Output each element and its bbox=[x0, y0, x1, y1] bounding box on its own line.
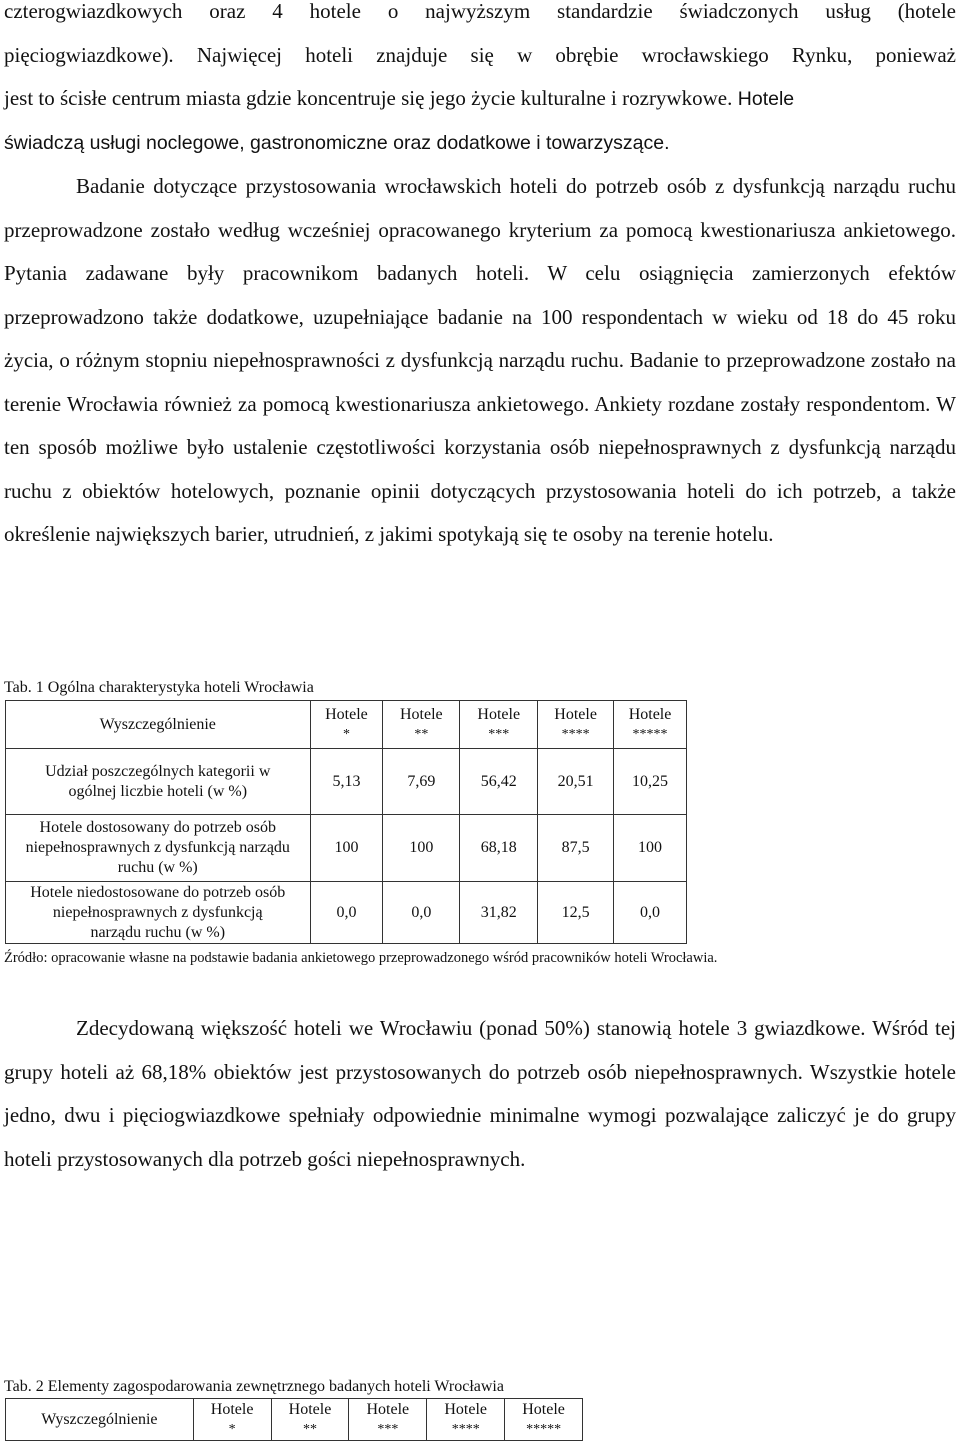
table-2-header-col-5: Hotele ***** bbox=[505, 1399, 583, 1441]
table-2-caption: Tab. 2 Elementy zagospodarowania zewnętrznego badanych hoteli Wrocławia bbox=[4, 1378, 504, 1395]
table-cell: 31,82 bbox=[460, 882, 538, 944]
table-1-header-col-4: Hotele **** bbox=[538, 701, 614, 749]
table-2 bbox=[5, 1398, 583, 1441]
table-1-header-col-2: Hotele ** bbox=[383, 701, 460, 749]
intro-line-4: świadczą usługi noclegowe, gastronomiczne oraz dodatkowe i towarzyszące. bbox=[4, 131, 670, 154]
intro-line-1: czterogwiazdkowych oraz 4 hotele o najwyższym standardzie świadczonych usług (hotele bbox=[4, 0, 956, 23]
table-cell: 20,51 bbox=[538, 749, 614, 815]
table-1-header-first: Wyszczególnienie bbox=[6, 701, 311, 749]
table-cell: 87,5 bbox=[538, 815, 614, 882]
method-paragraph bbox=[4, 165, 956, 557]
table-cell: 100 bbox=[310, 815, 383, 882]
table-cell: 0,0 bbox=[614, 882, 687, 944]
method-paragraph-text: Badanie dotyczące przystosowania wrocławskich hoteli do potrzeb osób z dysfunkcją narządu ruchu przeprowadzone zostało według wcześniej opracowanego kryterium za pomocą kwestionariusza ankietowego. Pytania zadawane były pracownikom badanych hoteli. W celu osiągnięcia zamierzonych efektów przeprowadzono także dodatkowe, uzupełniające badanie na 100 respondentach w wieku od 18 do 45 roku życia, o różnym stopniu niepełnosprawności z dysfunkcją narządu ruchu. Badanie to przeprowadzone zostało na terenie Wrocławia również za pomocą kwestionariusza ankietowego. Ankiety rozdane zostały respondentom. W ten sposób możliwe było ustalenie częstotliwości korzystania osób niepełnosprawnych z dysfunkcją narządu ruchu z obiektów hotelowych, poznanie opinii dotyczących przystosowania hoteli do ich potrzeb, a także określenie największych barier, utrudnień, z jakimi spotykają się te osoby na terenie hotelu. bbox=[4, 174, 956, 546]
table-cell: 5,13 bbox=[310, 749, 383, 815]
intro-paragraph bbox=[4, 0, 956, 165]
conclusion-paragraph bbox=[4, 1007, 956, 1181]
table-2-header-col-3: Hotele *** bbox=[349, 1399, 427, 1441]
table-1-row-2-label: Hotele dostosowany do potrzeb osób niepełnosprawnych z dysfunkcją narządu ruchu (w %) bbox=[6, 815, 311, 882]
table-row bbox=[6, 882, 687, 944]
table-cell: 100 bbox=[383, 815, 460, 882]
table-cell: 56,42 bbox=[460, 749, 538, 815]
table-2-header-first: Wyszczególnienie bbox=[6, 1399, 194, 1441]
table-1-caption: Tab. 1 Ogólna charakterystyka hoteli Wrocławia bbox=[4, 679, 314, 696]
table-cell: 12,5 bbox=[538, 882, 614, 944]
table-1-header-col-1: Hotele * bbox=[310, 701, 383, 749]
table-row bbox=[6, 749, 687, 815]
intro-line-3-sans: Hotele bbox=[732, 88, 795, 110]
table-1 bbox=[5, 700, 687, 944]
table-1-row-3-label: Hotele niedostosowane do potrzeb osób niepełnosprawnych z dysfunkcją narządu ruchu (w %) bbox=[6, 882, 311, 944]
intro-line-2: pięciogwiazdkowe). Najwięcej hoteli znajduje się w obrębie wrocławskiego Rynku, ponieważ bbox=[4, 42, 956, 67]
table-cell: 100 bbox=[614, 815, 687, 882]
intro-line-3 bbox=[4, 77, 956, 122]
intro-line-3-serif: jest to ścisłe centrum miasta gdzie koncentruje się jego życie kulturalne i rozrywkowe. bbox=[4, 86, 733, 110]
conclusion-paragraph-text: Zdecydowaną większość hoteli we Wrocławiu (ponad 50%) stanowią hotele 3 gwiazdkowe. Wśród tej grupy hoteli aż 68,18% obiektów jest przystosowanych do potrzeb osób niepełnosprawnych. Wszystkie hotele jedno, dwu i pięciogwiazdkowe spełniały odpowiednie minimalne wymogi pozwalające zaliczyć je do grupy hoteli przystosowanych dla potrzeb gości niepełnosprawnych. bbox=[4, 1016, 956, 1171]
table-1-header-col-5: Hotele ***** bbox=[614, 701, 687, 749]
table-1-source: Źródło: opracowanie własne na podstawie badania ankietowego przeprowadzonego wśród pracowników hoteli Wrocławia. bbox=[4, 950, 718, 966]
table-2-header-col-2: Hotele ** bbox=[271, 1399, 349, 1441]
table-cell: 10,25 bbox=[614, 749, 687, 815]
table-2-header-col-1: Hotele * bbox=[193, 1399, 271, 1441]
table-2-header-col-4: Hotele **** bbox=[427, 1399, 505, 1441]
table-1-row-1-label: Udział poszczególnych kategorii w ogólnej liczbie hoteli (w %) bbox=[6, 749, 311, 815]
table-cell: 7,69 bbox=[383, 749, 460, 815]
table-2-header-row bbox=[6, 1399, 583, 1441]
table-cell: 68,18 bbox=[460, 815, 538, 882]
table-cell: 0,0 bbox=[383, 882, 460, 944]
table-cell: 0,0 bbox=[310, 882, 383, 944]
table-row bbox=[6, 815, 687, 882]
table-1-header-row bbox=[6, 701, 687, 749]
table-1-header-col-3: Hotele *** bbox=[460, 701, 538, 749]
